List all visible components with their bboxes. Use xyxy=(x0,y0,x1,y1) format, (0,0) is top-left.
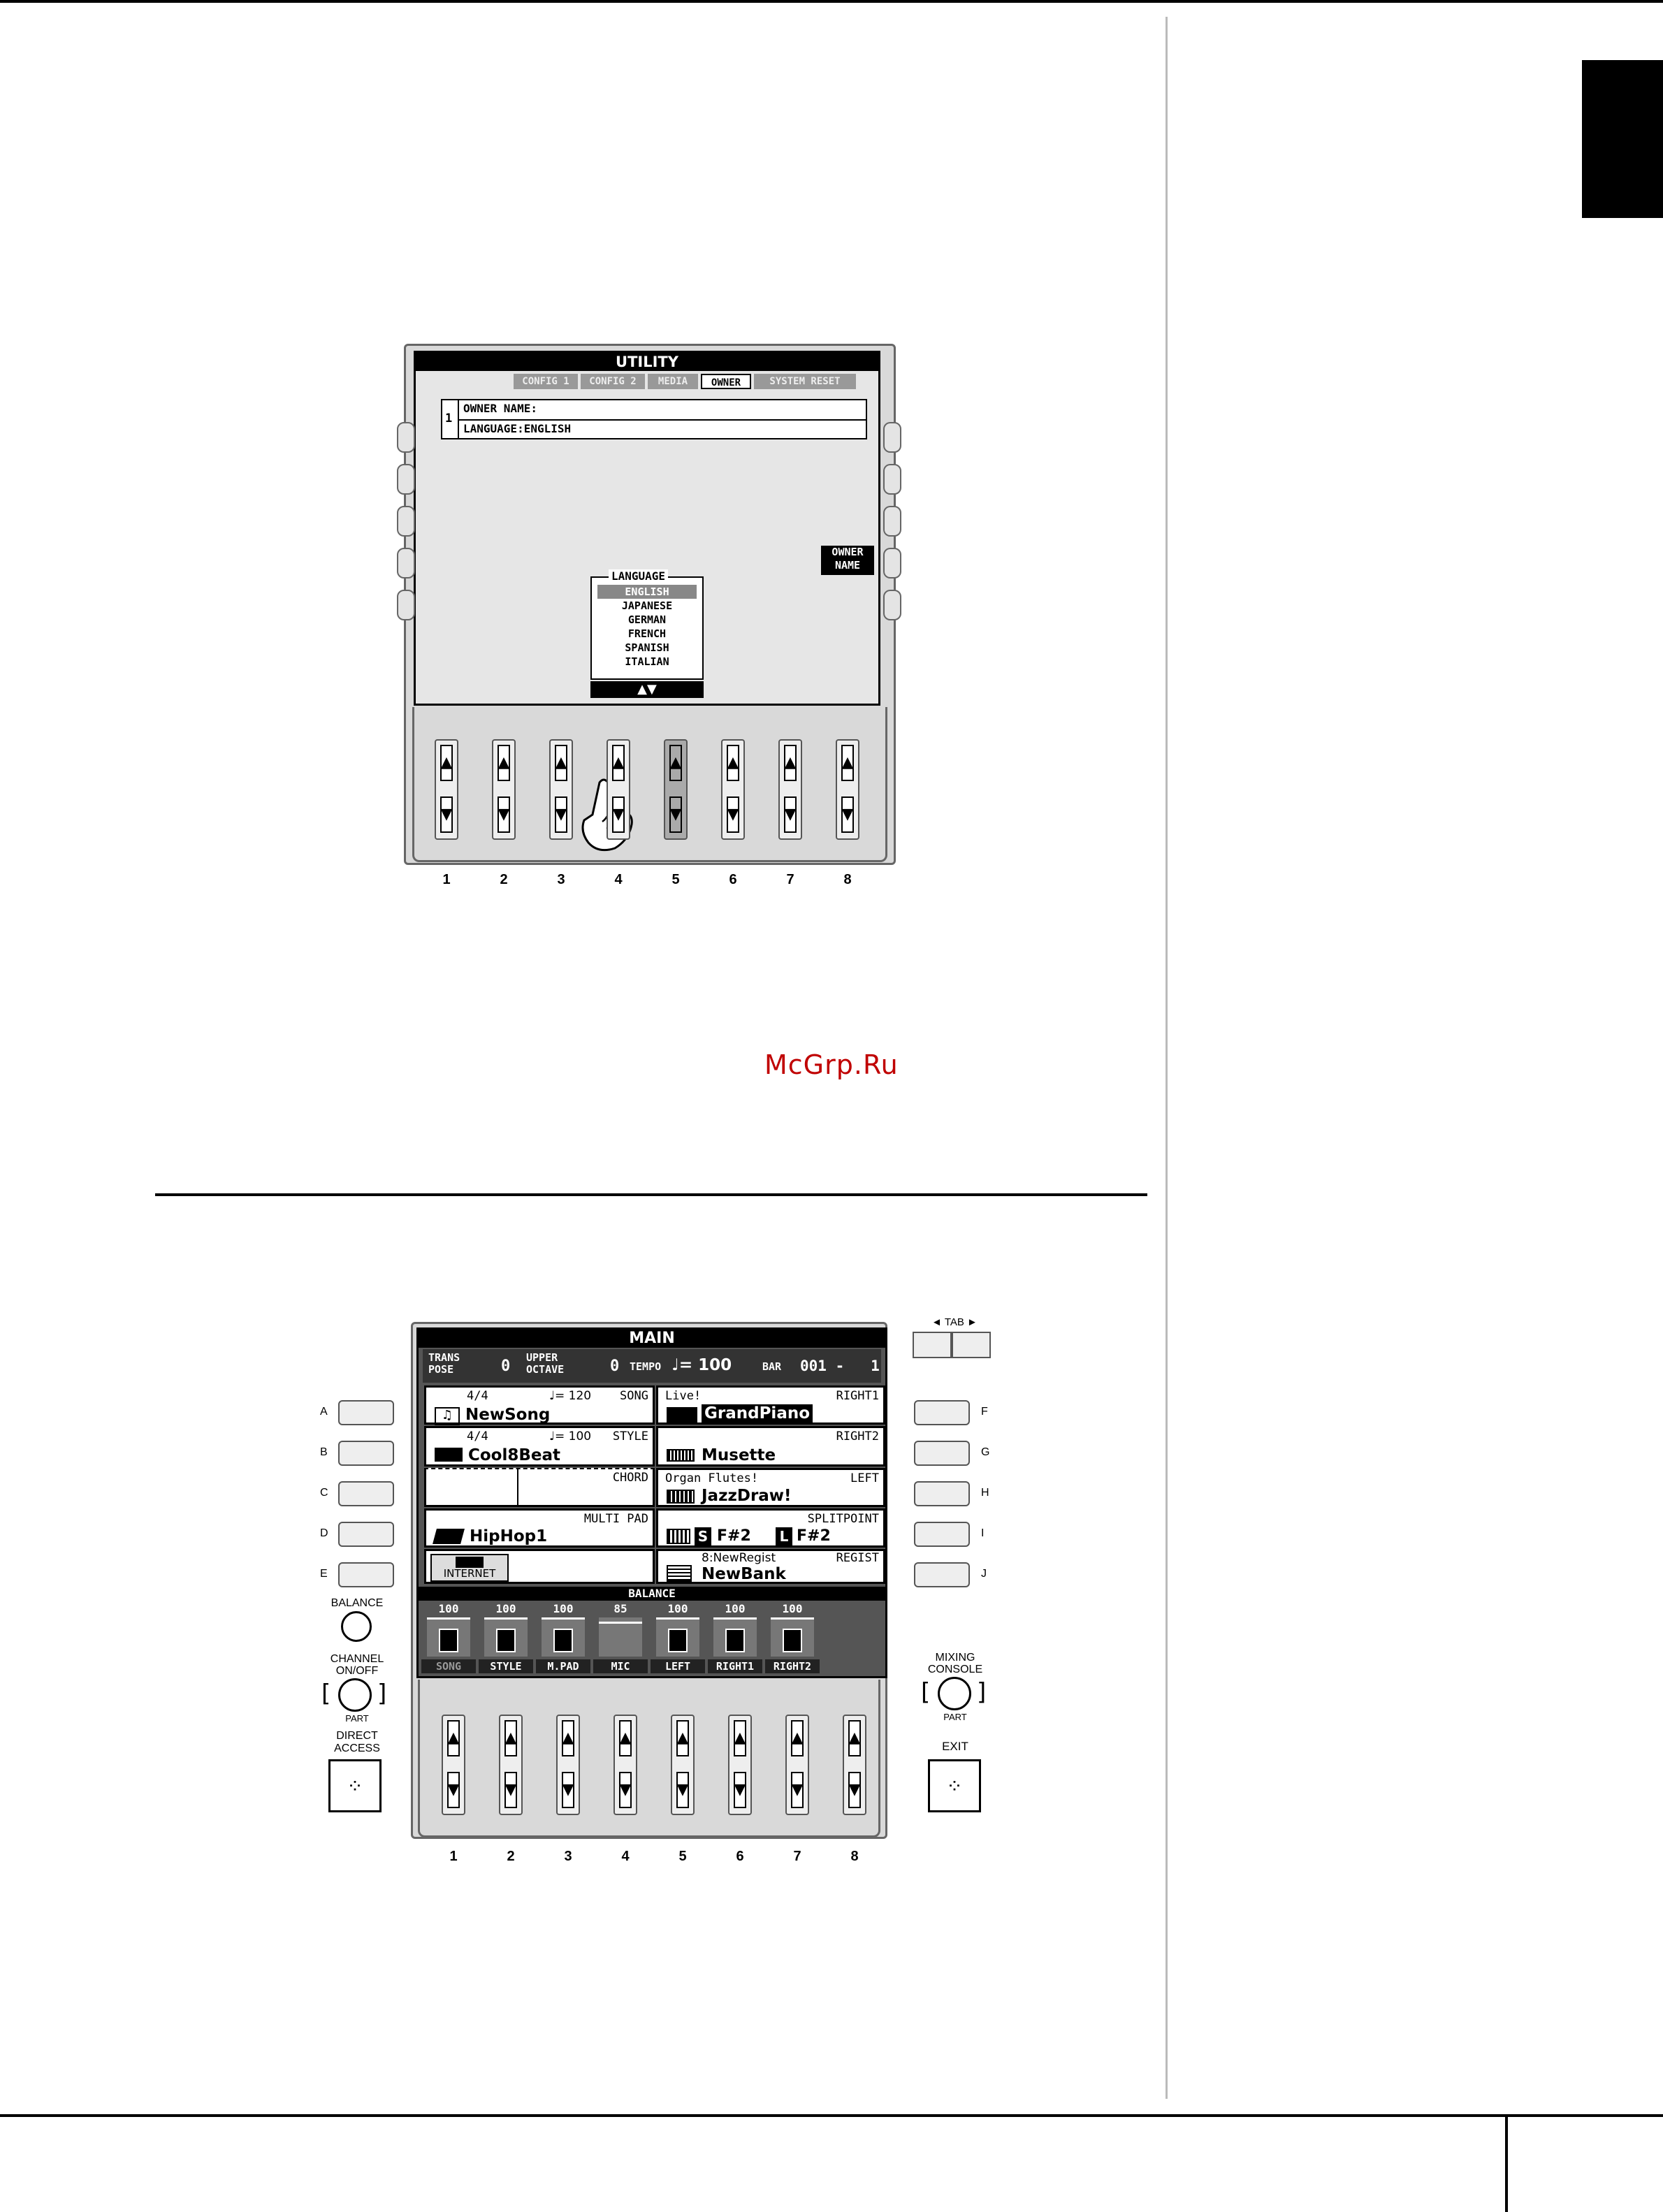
up-arrow-icon[interactable]: ▲ xyxy=(440,745,453,781)
utility-left-button-5[interactable] xyxy=(397,590,415,620)
letter-e: E xyxy=(320,1568,328,1580)
down-arrow-icon[interactable]: ▼ xyxy=(669,796,682,833)
internet-label: INTERNET xyxy=(443,1567,496,1580)
utility-right-button-5[interactable] xyxy=(883,590,901,620)
utility-slider-number-2: 2 xyxy=(500,872,508,887)
down-arrow-icon[interactable]: ▼ xyxy=(440,796,453,833)
owner-name-button[interactable] xyxy=(821,546,874,575)
utility-title: UTILITY xyxy=(416,353,878,371)
accordion-icon xyxy=(667,1449,695,1462)
channel-onoff-button[interactable] xyxy=(338,1678,372,1712)
utility-slider-number-5: 5 xyxy=(671,872,680,887)
regist-name: NewBank xyxy=(702,1565,786,1583)
letter-a: A xyxy=(320,1406,328,1418)
regist-bank-icon xyxy=(667,1565,692,1582)
language-option-japanese[interactable]: JAPANESE xyxy=(621,599,673,612)
main-slider-1[interactable] xyxy=(442,1715,465,1815)
down-arrow-icon[interactable]: ▼ xyxy=(612,796,625,833)
balance-fader-line xyxy=(484,1617,528,1620)
right2-label: RIGHT2 xyxy=(836,1429,879,1443)
owner-name-field[interactable]: OWNER NAME: xyxy=(463,402,537,415)
exit-label: EXIT xyxy=(942,1740,968,1753)
footer-rule xyxy=(0,2114,1663,2117)
internet-icon xyxy=(456,1557,484,1568)
mixing-console-label-1: MIXING xyxy=(935,1652,975,1664)
up-arrow-icon[interactable]: ▲ xyxy=(612,745,625,781)
down-arrow-icon[interactable]: ▼ xyxy=(727,796,739,833)
balance-channel-label: SONG xyxy=(421,1659,476,1673)
balance-value: 85 xyxy=(613,1602,627,1615)
utility-left-button-3[interactable] xyxy=(397,506,415,537)
balance-knob xyxy=(725,1629,745,1652)
main-slider-4[interactable] xyxy=(613,1715,637,1815)
down-arrow-icon[interactable]: ▼ xyxy=(676,1772,689,1808)
utility-screen xyxy=(414,351,880,706)
balance-track xyxy=(771,1617,814,1657)
tab-system-reset[interactable]: SYSTEM RESET xyxy=(754,374,856,389)
up-arrow-icon[interactable]: ▲ xyxy=(676,1720,689,1756)
balance-channel-label: STYLE xyxy=(479,1659,533,1673)
tab-left-button[interactable] xyxy=(913,1332,952,1358)
balance-fader-line xyxy=(656,1617,699,1620)
down-arrow-icon[interactable]: ▼ xyxy=(498,796,510,833)
main-slider-number-6: 6 xyxy=(736,1849,744,1864)
main-slider-number-1: 1 xyxy=(449,1849,458,1864)
transpose-label-1: TRANS xyxy=(428,1351,460,1364)
owner-name-button-line1: OWNER xyxy=(832,546,864,558)
main-screen xyxy=(416,1327,887,1678)
regist-sub: 8:NewRegist xyxy=(702,1551,776,1565)
main-slider-number-8: 8 xyxy=(850,1849,859,1864)
balance-value: 100 xyxy=(495,1602,516,1615)
balance-track xyxy=(427,1617,470,1657)
mixing-bracket-right-icon: ] xyxy=(977,1678,987,1706)
keyboard-icon xyxy=(667,1529,690,1544)
balance-fader-line xyxy=(542,1617,585,1620)
mixing-console-button[interactable] xyxy=(938,1677,971,1710)
row-number: 1 xyxy=(445,412,453,425)
tab-config-1[interactable]: CONFIG 1 xyxy=(514,374,578,389)
utility-slider-2[interactable] xyxy=(492,739,516,840)
bar-label: BAR xyxy=(762,1360,782,1373)
up-arrow-icon[interactable]: ▲ xyxy=(734,1720,746,1756)
down-arrow-icon[interactable]: ▼ xyxy=(734,1772,746,1808)
tab-owner[interactable]: OWNER xyxy=(701,374,751,389)
part-label-right: PART xyxy=(943,1712,967,1722)
regist-cell[interactable] xyxy=(656,1549,885,1584)
utility-slider-1[interactable] xyxy=(435,739,458,840)
letter-i: I xyxy=(981,1527,985,1539)
language-popup-title: LANGUAGE xyxy=(609,569,668,583)
utility-left-button-4[interactable] xyxy=(397,548,415,579)
balance-value: 100 xyxy=(782,1602,803,1615)
balance-knob xyxy=(496,1629,516,1652)
channel-onoff-label-1: CHANNEL xyxy=(330,1653,384,1665)
watermark: McGrp.Ru xyxy=(764,1049,899,1080)
down-arrow-icon[interactable]: ▼ xyxy=(619,1772,632,1808)
part-label-left: PART xyxy=(345,1713,369,1724)
down-arrow-icon[interactable]: ▼ xyxy=(791,1772,804,1808)
internet-cell xyxy=(424,1549,655,1584)
utility-slider-number-7: 7 xyxy=(786,872,794,887)
tab-label: ◄ TAB ► xyxy=(931,1316,978,1328)
balance-value: 100 xyxy=(725,1602,746,1615)
balance-track xyxy=(599,1617,642,1657)
balance-channel-label: RIGHT1 xyxy=(708,1659,762,1673)
down-arrow-icon[interactable]: ▼ xyxy=(784,796,797,833)
main-button-b[interactable] xyxy=(338,1441,394,1466)
down-arrow-icon[interactable]: ▼ xyxy=(555,796,567,833)
up-arrow-icon[interactable]: ▲ xyxy=(447,1720,460,1756)
l-badge-icon: L xyxy=(776,1527,792,1545)
balance-knob xyxy=(439,1629,458,1652)
style-cell[interactable] xyxy=(424,1426,655,1467)
balance-channel-label: RIGHT2 xyxy=(765,1659,820,1673)
multipad-cell[interactable] xyxy=(424,1508,655,1548)
left-category: Organ Flutes! xyxy=(665,1471,759,1485)
right1-cell[interactable] xyxy=(656,1385,885,1425)
s-badge-icon: S xyxy=(695,1527,711,1545)
balance-fader-line xyxy=(771,1617,814,1620)
main-button-j[interactable] xyxy=(914,1562,970,1587)
main-slider-3[interactable] xyxy=(556,1715,580,1815)
right1-category: Live! xyxy=(665,1389,702,1403)
utility-slider-4[interactable] xyxy=(607,739,630,840)
balance-channel-mic[interactable] xyxy=(593,1602,648,1675)
main-slider-bezel xyxy=(418,1680,880,1838)
utility-slider-bezel xyxy=(412,707,887,862)
balance-channel-label: LEFT xyxy=(651,1659,705,1673)
utility-slider-number-4: 4 xyxy=(614,872,623,887)
tab-media[interactable]: MEDIA xyxy=(648,374,698,389)
up-arrow-icon[interactable]: ▲ xyxy=(498,745,510,781)
utility-slider-number-3: 3 xyxy=(557,872,565,887)
down-arrow-icon[interactable]: ▼ xyxy=(848,1772,861,1808)
utility-slider-3[interactable] xyxy=(549,739,573,840)
mixing-console-label xyxy=(917,1652,994,1675)
utility-slider-number-6: 6 xyxy=(729,872,737,887)
balance-fader-line xyxy=(713,1617,757,1620)
up-arrow-icon[interactable]: ▲ xyxy=(619,1720,632,1756)
down-arrow-icon[interactable]: ▼ xyxy=(504,1772,517,1808)
direct-access-label-1: DIRECT xyxy=(336,1730,378,1742)
up-arrow-icon[interactable]: ▲ xyxy=(791,1720,804,1756)
language-popup-arrows[interactable]: ▲▼ xyxy=(590,681,704,698)
letter-d: D xyxy=(320,1527,328,1539)
section-rule xyxy=(155,1193,1147,1196)
main-button-d[interactable] xyxy=(338,1522,394,1547)
up-arrow-icon[interactable]: ▲ xyxy=(848,1720,861,1756)
main-button-a[interactable] xyxy=(338,1400,394,1425)
utility-slider-number-1: 1 xyxy=(442,872,451,887)
transpose-value: 0 xyxy=(501,1358,511,1375)
style-icon xyxy=(435,1448,463,1462)
language-option-english[interactable]: ENGLISH xyxy=(597,585,697,599)
style-meter: 4/4 xyxy=(467,1429,488,1443)
utility-right-button-2[interactable] xyxy=(883,464,901,495)
main-slider-number-4: 4 xyxy=(621,1849,630,1864)
transpose-label-2: POSE xyxy=(428,1363,454,1376)
up-arrow-icon[interactable]: ▲ xyxy=(727,745,739,781)
style-name: Cool8Beat xyxy=(468,1446,561,1464)
main-slider-8[interactable] xyxy=(843,1715,866,1815)
regist-label: REGIST xyxy=(836,1551,879,1565)
balance-channel-song[interactable] xyxy=(421,1602,476,1675)
utility-slider-8[interactable] xyxy=(836,739,859,840)
multipad-icon xyxy=(433,1529,465,1544)
chapter-tab xyxy=(1582,60,1663,218)
style-tempo: ♩= 100 xyxy=(549,1429,592,1443)
main-slider-6[interactable] xyxy=(728,1715,752,1815)
right2-name: Musette xyxy=(702,1446,776,1464)
up-arrow-icon[interactable]: ▲ xyxy=(555,745,567,781)
letter-b: B xyxy=(320,1446,328,1458)
main-slider-number-5: 5 xyxy=(678,1849,687,1864)
utility-slider-6[interactable] xyxy=(721,739,745,840)
balance-button[interactable] xyxy=(341,1611,372,1642)
balance-fader-line xyxy=(427,1617,470,1620)
piano-icon xyxy=(667,1407,697,1422)
balance-channel-label: MIC xyxy=(593,1659,648,1673)
letter-j: J xyxy=(981,1568,987,1580)
song-meter: 4/4 xyxy=(467,1389,488,1403)
column-divider xyxy=(1165,17,1168,2099)
balance-channel-right1[interactable] xyxy=(708,1602,762,1675)
main-button-g[interactable] xyxy=(914,1441,970,1466)
channel-onoff-label-2: ON/OFF xyxy=(335,1665,379,1677)
up-arrow-icon[interactable]: ▲ xyxy=(841,745,854,781)
upper-octave-label-1: UPPER xyxy=(526,1351,558,1364)
main-button-h[interactable] xyxy=(914,1481,970,1506)
splitpoint-cell[interactable] xyxy=(656,1508,885,1548)
direct-access-label-2: ACCESS xyxy=(334,1742,380,1754)
main-slider-number-3: 3 xyxy=(564,1849,572,1864)
song-label: SONG xyxy=(620,1389,648,1403)
utility-slider-7[interactable] xyxy=(778,739,802,840)
balance-track xyxy=(542,1617,585,1657)
splitpoint-label: SPLITPOINT xyxy=(807,1512,879,1526)
main-button-f[interactable] xyxy=(914,1400,970,1425)
chord-cell[interactable] xyxy=(424,1468,655,1507)
utility-right-button-1[interactable] xyxy=(883,422,901,453)
down-arrow-icon[interactable]: ▼ xyxy=(562,1772,574,1808)
upper-octave-value: 0 xyxy=(610,1358,620,1375)
bar-value: 001 - 1 xyxy=(800,1358,880,1374)
utility-slider-5[interactable] xyxy=(664,739,688,840)
balance-value: 100 xyxy=(667,1602,688,1615)
song-name: NewSong xyxy=(465,1406,551,1424)
mixing-console-label-2: CONSOLE xyxy=(927,1664,983,1675)
balance-value: 100 xyxy=(553,1602,574,1615)
splitpoint-l-value: F#2 xyxy=(797,1527,831,1545)
main-slider-number-2: 2 xyxy=(507,1849,515,1864)
balance-track xyxy=(656,1617,699,1657)
left-cell[interactable] xyxy=(656,1468,885,1507)
utility-tab-bar xyxy=(514,374,856,389)
balance-channel-label: M.PAD xyxy=(536,1659,590,1673)
up-arrow-icon[interactable]: ▲ xyxy=(669,745,682,781)
language-option-french[interactable]: FRENCH xyxy=(627,627,667,640)
splitpoint-s-value: F#2 xyxy=(717,1527,751,1545)
main-slider-7[interactable] xyxy=(785,1715,809,1815)
song-cell[interactable] xyxy=(424,1385,655,1425)
balance-value: 100 xyxy=(438,1602,459,1615)
dots-icon: ⁘ xyxy=(347,1774,363,1798)
right2-cell[interactable] xyxy=(656,1426,885,1467)
balance-channel-left[interactable] xyxy=(651,1602,705,1675)
main-button-i[interactable] xyxy=(914,1522,970,1547)
balance-title: BALANCE xyxy=(419,1587,885,1601)
utility-left-button-2[interactable] xyxy=(397,464,415,495)
internet-button[interactable] xyxy=(430,1554,509,1582)
multipad-name: HipHop1 xyxy=(470,1527,548,1545)
main-slider-5[interactable] xyxy=(671,1715,695,1815)
tempo-value: ♩= 100 xyxy=(671,1356,732,1374)
up-arrow-icon[interactable]: ▲ xyxy=(784,745,797,781)
utility-right-button-3[interactable] xyxy=(883,506,901,537)
direct-access-button[interactable] xyxy=(328,1759,382,1812)
main-button-e[interactable] xyxy=(338,1562,394,1587)
multipad-label: MULTI PAD xyxy=(583,1512,648,1526)
part-bracket-left-icon: [ xyxy=(321,1680,331,1708)
letter-f: F xyxy=(981,1406,988,1418)
language-popup xyxy=(590,569,704,680)
right1-name[interactable]: GrandPiano xyxy=(702,1404,813,1422)
tab-config-2[interactable]: CONFIG 2 xyxy=(581,374,645,389)
up-arrow-icon[interactable]: ▲ xyxy=(504,1720,517,1756)
utility-left-button-1[interactable] xyxy=(397,422,415,453)
channel-onoff-label xyxy=(319,1653,395,1677)
status-bar xyxy=(423,1349,881,1383)
song-tempo: ♩= 120 xyxy=(549,1389,592,1403)
song-icon: ♫ xyxy=(435,1407,460,1425)
letter-c: C xyxy=(320,1487,328,1499)
balance-fader-line xyxy=(599,1622,642,1624)
balance-strip xyxy=(421,1602,883,1675)
right1-label: RIGHT1 xyxy=(836,1389,879,1403)
main-button-c[interactable] xyxy=(338,1481,394,1506)
balance-channel-right2[interactable] xyxy=(765,1602,820,1675)
down-arrow-icon[interactable]: ▼ xyxy=(447,1772,460,1808)
up-arrow-icon[interactable]: ▲ xyxy=(562,1720,574,1756)
exit-button[interactable] xyxy=(928,1759,981,1812)
main-title: MAIN xyxy=(419,1330,885,1348)
style-label: STYLE xyxy=(612,1429,648,1443)
balance-knob xyxy=(668,1629,688,1652)
chord-label: CHORD xyxy=(612,1471,648,1485)
language-option-spanish[interactable]: SPANISH xyxy=(625,641,669,654)
owner-box xyxy=(441,399,867,439)
dots-icon: ⁘ xyxy=(946,1774,963,1798)
down-arrow-icon[interactable]: ▼ xyxy=(841,796,854,833)
letter-g: G xyxy=(981,1446,990,1458)
balance-channel-style[interactable] xyxy=(479,1602,533,1675)
language-option-german[interactable]: GERMAN xyxy=(627,613,667,626)
balance-track xyxy=(484,1617,528,1657)
language-field[interactable]: LANGUAGE:ENGLISH xyxy=(463,422,572,435)
tempo-label: TEMPO xyxy=(630,1360,662,1373)
utility-right-button-4[interactable] xyxy=(883,548,901,579)
language-option-italian[interactable]: ITALIAN xyxy=(625,655,669,668)
main-slider-number-7: 7 xyxy=(793,1849,801,1864)
balance-knob xyxy=(553,1629,573,1652)
footer-divider xyxy=(1505,2114,1508,2212)
left-label: LEFT xyxy=(850,1471,879,1485)
balance-button-label: BALANCE xyxy=(331,1597,384,1609)
mixing-bracket-left-icon: [ xyxy=(921,1678,931,1706)
letter-h: H xyxy=(981,1487,989,1499)
direct-access-label xyxy=(319,1730,395,1755)
utility-slider-number-8: 8 xyxy=(843,872,852,887)
left-name: JazzDraw! xyxy=(702,1487,792,1505)
balance-track xyxy=(713,1617,757,1657)
balance-channel-mpad[interactable] xyxy=(536,1602,590,1675)
part-bracket-right-icon: ] xyxy=(377,1680,387,1708)
tab-right-button[interactable] xyxy=(952,1332,991,1358)
main-slider-2[interactable] xyxy=(499,1715,523,1815)
balance-knob xyxy=(783,1629,802,1652)
owner-name-button-line2: NAME xyxy=(834,559,861,572)
organ-icon xyxy=(667,1490,695,1504)
top-rule xyxy=(0,0,1663,3)
upper-octave-label-2: OCTAVE xyxy=(526,1363,565,1376)
